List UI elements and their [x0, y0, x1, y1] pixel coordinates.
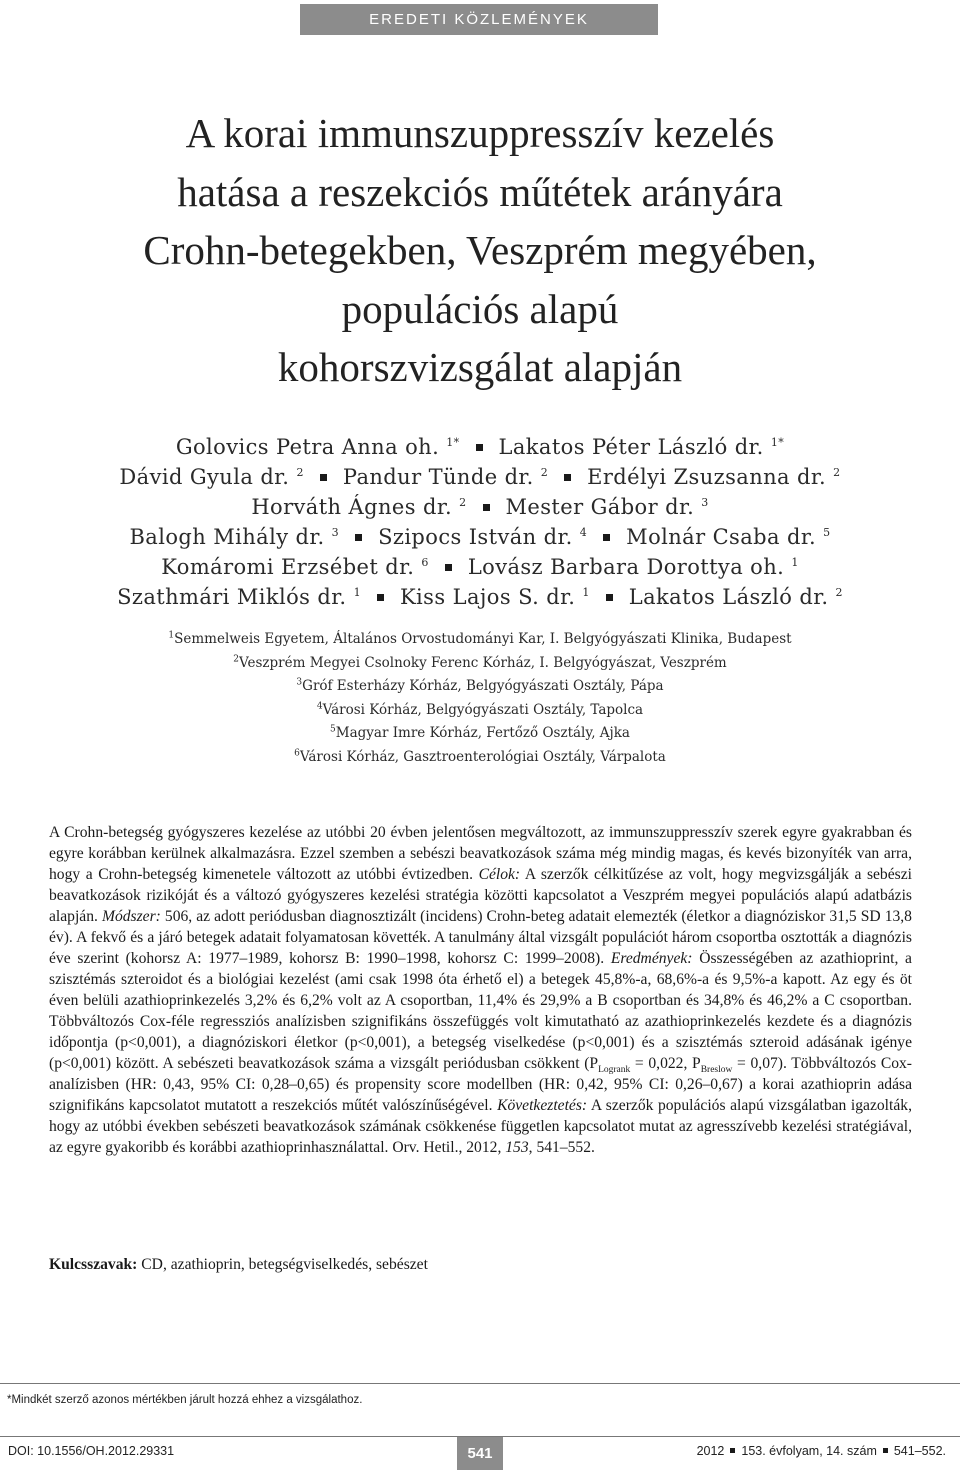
affiliation-marker: 2	[833, 466, 841, 479]
citation-year: 2012	[696, 1444, 725, 1458]
separator-square-icon	[606, 594, 613, 601]
affiliation-marker: 2	[296, 466, 304, 479]
journal-pages: , 541–552.	[528, 1139, 595, 1156]
title-line: hatása a reszekciós műtétek arányára	[177, 168, 783, 215]
title-line: kohorszvizsgálat alapján	[277, 344, 683, 390]
keywords	[49, 1254, 912, 1275]
affiliation-number: 3	[296, 677, 303, 688]
separator-square-icon	[483, 504, 490, 511]
affiliation-marker: 1	[353, 586, 361, 599]
affiliation-marker: 1	[791, 556, 799, 569]
affiliation-number: 4	[316, 701, 323, 711]
affiliation-text: Semmelweis Egyetem, Általános Orvostudományi Kar, I. Belgyógyászati Klinika, Budapest	[174, 631, 792, 647]
author-line	[40, 552, 920, 582]
separator-square-icon	[564, 474, 571, 481]
affiliation-text: Veszprém Megyei Csolnoky Ferenc Kórház, I. Belgyógyászat, Veszprém	[238, 654, 727, 671]
author-line	[40, 432, 920, 462]
journal-citation	[697, 1444, 946, 1458]
doi-link[interactable]: DOI: 10.1556/OH.2012.29331	[8, 1444, 175, 1458]
affiliation-item	[40, 675, 920, 699]
affiliation-item	[40, 746, 920, 770]
affiliation-marker: 6	[421, 556, 429, 569]
article-title	[40, 104, 920, 397]
affiliation-text: Városi Kórház, Gasztroenterológiai Osztály, Várpalota	[299, 748, 666, 765]
author-line	[40, 462, 920, 492]
affiliation-marker: 2	[459, 496, 467, 509]
author-name: Erdélyi Zsuzsanna dr.	[587, 465, 827, 489]
affiliation-marker: 1	[582, 586, 590, 599]
separator-square-icon	[445, 564, 452, 571]
abstract-paragraph	[49, 822, 912, 1158]
footnote: *Mindkét szerző azonos mértékben járult hozzá ehhez a vizsgálathoz.	[7, 1394, 363, 1406]
page-number: 541	[457, 1437, 503, 1470]
author-name: Golovics Petra Anna oh.	[175, 435, 440, 459]
author-name: Lakatos László dr.	[628, 585, 829, 609]
abstract-methods: 506, az adott periódusban diagnosztizált (incidens) Crohn-beteg adatait elemezték (életkor a diagnóziskor 31,5 SD 13,8 év). A fekvő és a járó betegek adatait folyamatosan követték. A tanulmány által vizsgált populációt három csoportba osztották a diagnózis éve szerint (kohorsz A: 1977–1989, kohorsz B: 1990–1998, kohorsz C: 1999–2008).	[49, 908, 912, 967]
separator-square-icon	[730, 1448, 735, 1453]
citation-pages: 541–552.	[893, 1444, 946, 1458]
keywords-text: CD, azathioprin, betegségviselkedés, sebészet	[141, 1256, 428, 1273]
author-name: Kiss Lajos S. dr.	[399, 585, 576, 609]
author-name: Molnár Csaba dr.	[626, 525, 817, 549]
author-name: Dávid Gyula dr.	[119, 465, 290, 489]
title-line: A korai immunszuppresszív kezelés	[185, 110, 775, 156]
abstract-results: = 0,07). Többváltozós Cox-analízisben (HR: 0,43, 95% CI: 0,28–0,65) és propensity score modellben (HR: 0,42, 95% CI: 0,26–0,67) a korai azathioprin adása szignifikáns kapcsolatot mutatott a reszekciós műtét valószínűségével.	[49, 1055, 913, 1114]
conclusion-label: Következtetés:	[497, 1097, 588, 1114]
title-line: populációs alapú	[341, 285, 619, 332]
author-line	[40, 522, 920, 552]
abstract-results: = 0,022, P	[630, 1055, 701, 1072]
abstract	[49, 822, 912, 1158]
journal-volume: 153	[505, 1139, 529, 1156]
affiliation-marker: 5	[823, 526, 831, 539]
affiliation-marker: 2	[540, 466, 549, 479]
logrank-subscript: Logrank	[598, 1065, 631, 1076]
affiliation-number: 1	[168, 630, 175, 641]
results-label: Eredmények:	[610, 950, 693, 967]
author-list	[40, 432, 920, 612]
affiliation-list	[40, 628, 920, 769]
breslow-subscript: Breslow	[700, 1065, 733, 1076]
separator-square-icon	[476, 444, 483, 451]
affiliation-text: Városi Kórház, Belgyógyászati Osztály, Tapolca	[322, 701, 644, 718]
affiliation-number: 6	[294, 748, 300, 758]
affiliation-item	[40, 699, 920, 723]
affiliation-item	[40, 628, 920, 652]
citation-volume: 153. évfolyam, 14. szám	[741, 1444, 877, 1458]
affiliation-marker: 2	[835, 586, 843, 599]
abstract-results: Összességében az azathioprint, a szisztémás szteroidot és a biológiai kezelést (ami csak 1998 óta érhető el) a betegek 45,8%-a, 68,6%-a és 9,5%-a kapott. Az egy és öt éven belüli azathioprinkezelés 3,2% és 6,2% volt az A csoportban, 11,4% és 29,9% a B csoportban és 34,8% és 46,2% a C csoportban. Többváltozós Cox-féle regressziós analízisben szignifikáns összefüggés volt kimutatható az azathioprinkezelés kezdete és a diagnózis időpontja (p<0,001), a diagnóziskori életkor (p<0,001), a betegség viselkedése (p<0,001) és a szisztémás szteroid adásának igénye (p<0,001) között. A sebészeti beavatkozások száma a vizsgált periódusban csökkent (P	[49, 950, 912, 1072]
affiliation-text: Gróf Esterházy Kórház, Belgyógyászati Osztály, Pápa	[302, 678, 664, 694]
author-name: Lakatos Péter László dr.	[498, 435, 764, 459]
abstract-conclusion: A szerzők populációs alapú vizsgálatban igazolták, hogy az utóbbi években sebészeti beavatkozások számának csökkenése független kapcsolatot mutat az agresszívebb kezelési stratégiával, az egyre gyakoribb és korábbi azathioprinhasználattal. Orv. Hetil., 2012,	[49, 1097, 912, 1156]
abstract-intro: A Crohn-betegség gyógyszeres kezelése az utóbbi 20 évben jelentősen megváltozott, az immunszuppresszív szerek egyre gyakrabban és egyre korábban kerülnek alkalmazásra. Ezzel szemben a sebészi beavatkozások száma még mindig magas, és kevés bizonyíték van arra, hogy a Crohn-betegség kimenetele változott az utóbbi évtizedben.	[49, 824, 912, 883]
affiliation-item	[40, 722, 920, 746]
affiliation-marker: 1*	[770, 436, 785, 449]
author-name: Pandur Tünde dr.	[342, 465, 534, 489]
author-name: Mester Gábor dr.	[505, 495, 695, 519]
affiliation-marker: 1*	[446, 436, 460, 449]
separator-square-icon	[320, 474, 327, 481]
separator-square-icon	[377, 594, 384, 601]
author-name: Szipocs István dr.	[378, 525, 573, 549]
abstract-aims: A szerzők célkitűzése az volt, hogy megvizsgálják a sebészi beavatkozások rizikóját és a változó gyógyszeres kezelési stratégia közötti kapcsolatot a Veszprém megyei populációs alapú adatbázis alapján.	[49, 866, 912, 925]
affiliation-number: 5	[330, 724, 336, 735]
separator-square-icon	[883, 1448, 888, 1453]
affiliation-item	[40, 652, 920, 676]
methods-label: Módszer:	[101, 908, 161, 925]
author-name: Horváth Ágnes dr.	[251, 495, 453, 519]
affiliation-marker: 4	[579, 526, 588, 539]
aims-label: Célok:	[478, 866, 521, 883]
footnote-divider	[0, 1383, 960, 1384]
affiliation-text: Magyar Imre Kórház, Fertőző Osztály, Ajka	[335, 725, 630, 741]
affiliation-number: 2	[233, 654, 239, 664]
author-line	[40, 492, 920, 522]
affiliation-marker: 3	[701, 496, 709, 509]
author-line	[40, 582, 920, 612]
keywords-label: Kulcsszavak:	[49, 1256, 138, 1273]
author-name: Balogh Mihály dr.	[129, 525, 325, 549]
author-name: Lovász Barbara Dorottya oh.	[467, 555, 785, 579]
affiliation-marker: 3	[331, 526, 340, 539]
author-name: Komáromi Erzsébet dr.	[161, 555, 415, 579]
separator-square-icon	[603, 534, 610, 541]
title-line: Crohn-betegekben, Veszprém megyében,	[143, 227, 817, 273]
section-tag: EREDETI KÖZLEMÉNYEK	[300, 4, 658, 35]
separator-square-icon	[355, 534, 362, 541]
author-name: Szathmári Miklós dr.	[117, 585, 347, 609]
